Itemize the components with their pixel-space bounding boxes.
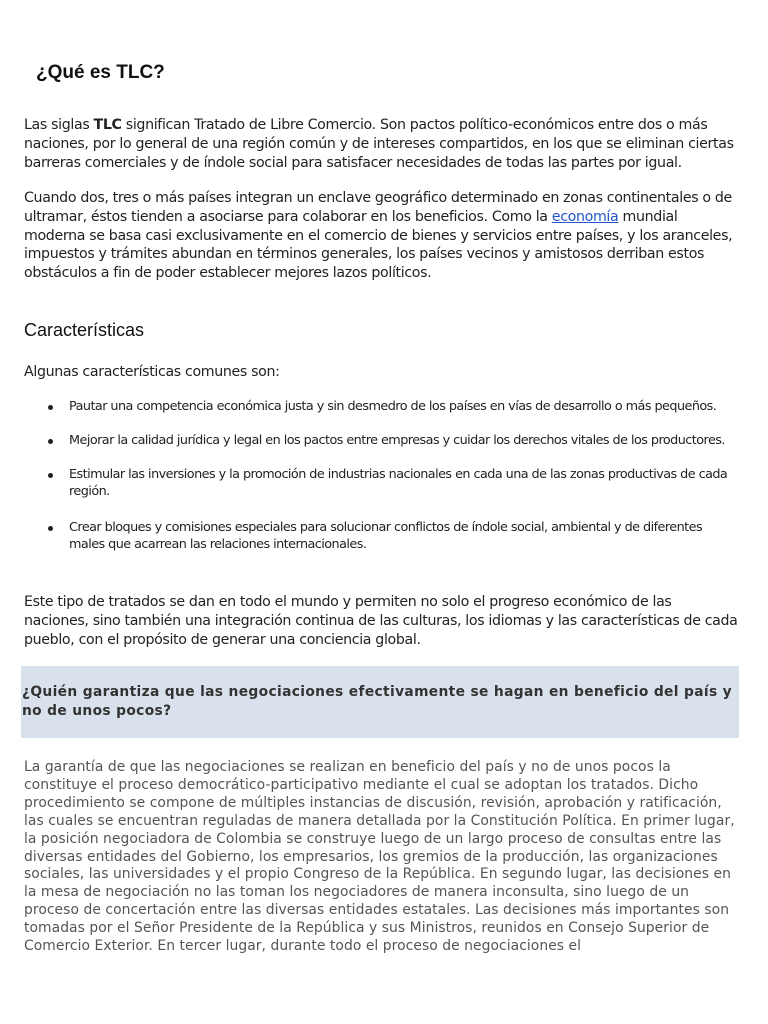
- section-heading-caracteristicas: Características: [24, 320, 145, 340]
- paragraph-closing: Este tipo de tratados se dan en todo el mundo y permiten no solo el progreso económico de las naciones, sino también una integración continua de las culturas, los idiomas y las características de cada pueblo, con el propósito de generar una conciencia global.: [24, 594, 738, 648]
- paragraph-text: Cuando dos, tres o más países integran un enclave geográfico determinado en zonas continentales o de ultramar, éstos tienden a asociarse para colaborar en los beneficios. Como la: [24, 190, 732, 225]
- list-item: Pautar una competencia económica justa y sin desmedro de los países en vías de desarrollo o más pequeños.: [24, 398, 740, 415]
- paragraph-context: [24, 189, 740, 283]
- list-item: Crear bloques y comisiones especiales para solucionar conflictos de índole social, ambiental y de diferentes males que acarrean las relaciones internacionales.: [24, 519, 740, 554]
- page-title: ¿Qué es TLC?: [36, 62, 165, 83]
- paragraph-text: Las siglas: [24, 117, 94, 133]
- bold-acronym: TLC: [93, 117, 122, 133]
- list-item: Estimular las inversiones y la promoción de industrias nacionales en cada una de las zonas productivas de cada región.: [24, 466, 740, 501]
- faq-answer: La garantía de que las negociaciones se realizan en beneficio del país y no de unos pocos la constituye el proceso democrático-participativo mediante el cual se adoptan los tratados. Dicho procedimiento se compone de múltiples instancias de discusión, revisión, aprobación y ratificación, las cuales se encuentran reguladas de manera detallada por la Constitución Política. En primer lugar, la posición negociadora de Colombia se construye luego de un largo proceso de consultas entre las diversas entidades del Gobierno, los empresarios, los gremios de la producción, las organizaciones sociales, las universidades y el propio Congreso de la República. En segundo lugar, las decisiones en la mesa de negociación no las toman los negociadores de manera inconsulta, sino luego de un proceso de concertación entre las diversas entidades estatales. Las decisiones más importantes son tomadas por el Señor Presidente de la República y sus Ministros, reunidos en Consejo Superior de Comercio Exterior. En tercer lugar, durante todo el proceso de negociaciones el: [24, 759, 735, 955]
- characteristics-intro: Algunas características comunes son:: [24, 364, 280, 380]
- paragraph-text: mundial moderna se basa casi exclusivamente en el comercio de bienes y servicios entre países, y los aranceles, impuestos y trámites abundan en términos generales, los países vecinos y amistosos derriban estos obstáculos a fin de poder establecer mejores lazos políticos.: [24, 208, 733, 282]
- economia-link[interactable]: economía: [551, 208, 619, 225]
- list-item: Mejorar la calidad jurídica y legal en los pactos entre empresas y cuidar los derechos vitales de los productores.: [24, 432, 740, 449]
- paragraph-definition: [24, 116, 740, 172]
- faq-question-box: [21, 666, 739, 738]
- paragraph-text: significan Tratado de Libre Comercio. Son pactos político-económicos entre dos o más naciones, por lo general de una región común y de intereses compartidos, en los que se eliminan ciertas barreras comerciales y de índole social para satisfacer necesidades de todas las partes por igual.: [24, 117, 734, 171]
- characteristics-list: [24, 398, 740, 553]
- faq-question: ¿Quién garantiza que las negociaciones efectivamente se hagan en beneficio del país y no de unos pocos?: [22, 684, 733, 719]
